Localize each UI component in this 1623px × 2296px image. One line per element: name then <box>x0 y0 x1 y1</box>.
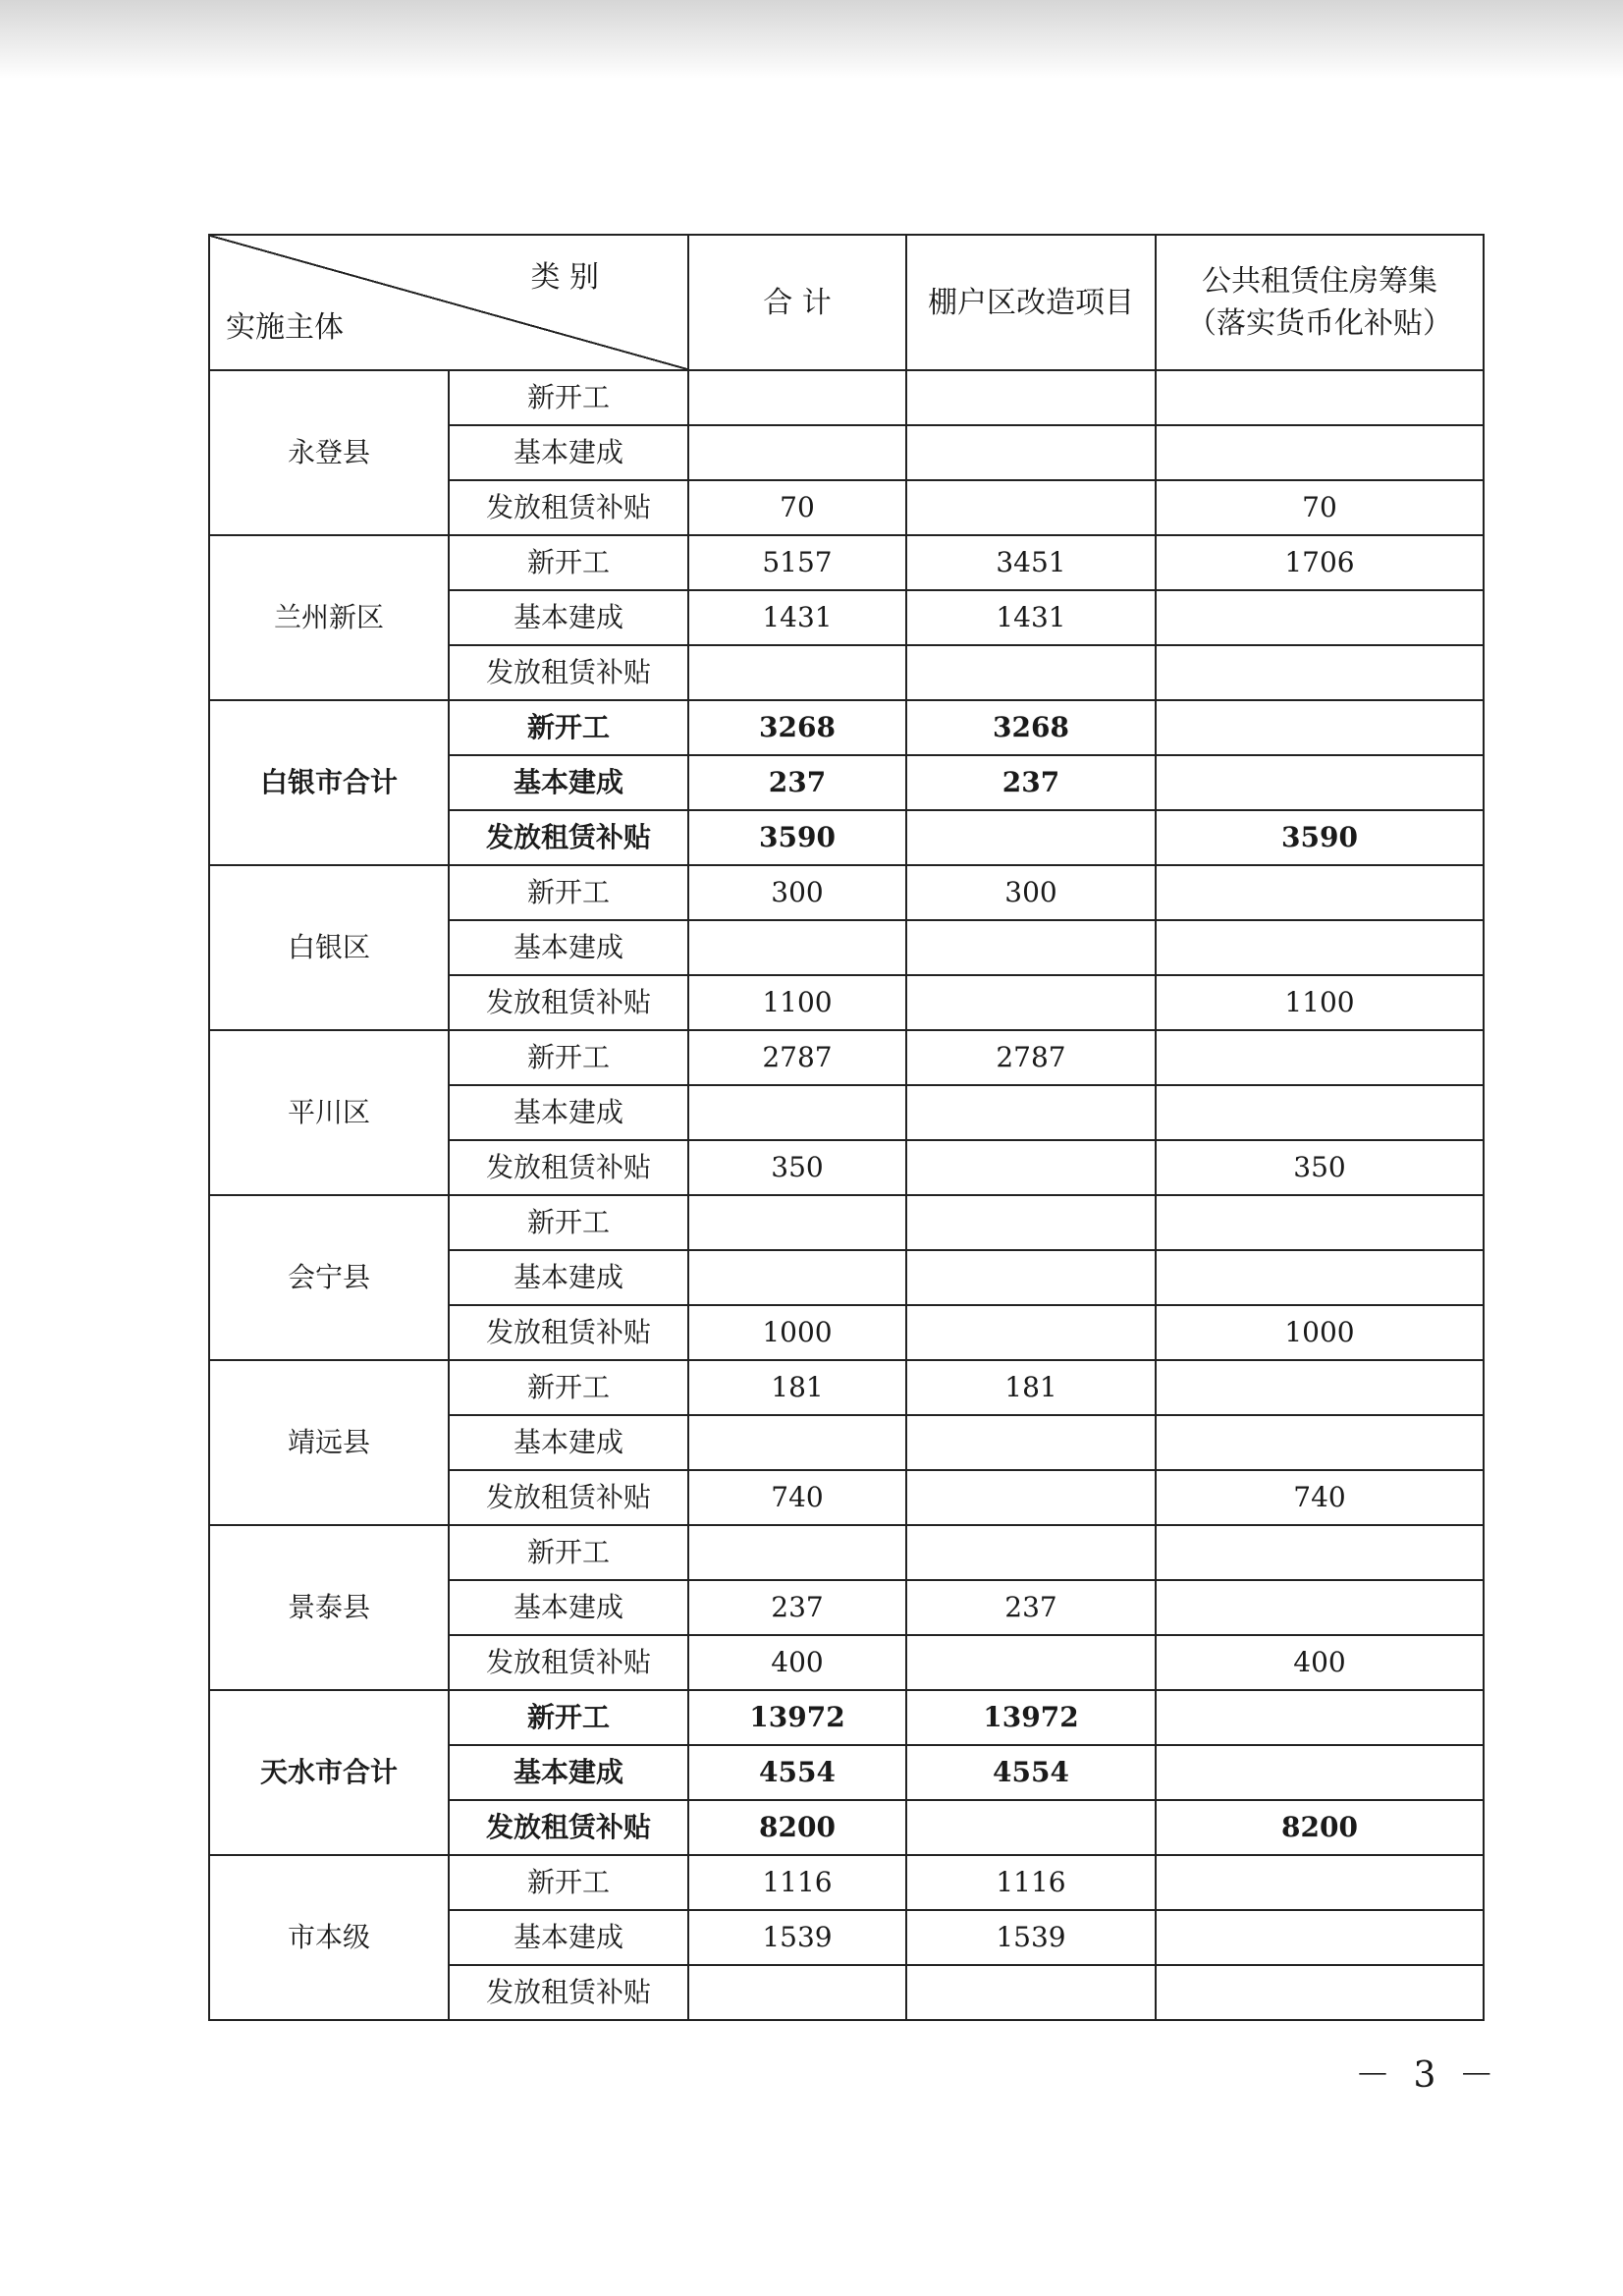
value-shantytown <box>906 1085 1156 1140</box>
implementing-entity: 白银市合计 <box>209 700 449 865</box>
implementing-entity: 市本级 <box>209 1855 449 2020</box>
value-total: 1000 <box>688 1305 906 1360</box>
value-shantytown: 2787 <box>906 1030 1156 1085</box>
item-type: 发放租赁补贴 <box>449 810 688 865</box>
value-shantytown <box>906 425 1156 480</box>
value-shantytown <box>906 1965 1156 2020</box>
value-public-rental: 3590 <box>1156 810 1484 865</box>
item-type: 基本建成 <box>449 590 688 645</box>
col-header-total: 合 计 <box>688 235 906 370</box>
value-public-rental <box>1156 865 1484 920</box>
value-shantytown <box>906 810 1156 865</box>
value-shantytown <box>906 920 1156 975</box>
value-total: 1539 <box>688 1910 906 1965</box>
value-shantytown <box>906 1250 1156 1305</box>
value-public-rental <box>1156 1085 1484 1140</box>
item-type: 发放租赁补贴 <box>449 1305 688 1360</box>
value-total <box>688 425 906 480</box>
value-shantytown <box>906 975 1156 1030</box>
value-total: 3268 <box>688 700 906 755</box>
value-total <box>688 1525 906 1580</box>
implementing-entity: 永登县 <box>209 370 449 535</box>
value-public-rental <box>1156 755 1484 810</box>
value-total <box>688 1195 906 1250</box>
value-shantytown: 1116 <box>906 1855 1156 1910</box>
implementing-entity: 天水市合计 <box>209 1690 449 1855</box>
value-shantytown: 13972 <box>906 1690 1156 1745</box>
item-type: 发放租赁补贴 <box>449 975 688 1030</box>
table-row <box>209 1525 1484 1580</box>
value-total: 70 <box>688 480 906 535</box>
item-type: 发放租赁补贴 <box>449 1140 688 1195</box>
value-total: 350 <box>688 1140 906 1195</box>
item-type: 新开工 <box>449 1855 688 1910</box>
page-number: － 3 － <box>1355 2055 1500 2096</box>
item-type: 基本建成 <box>449 755 688 810</box>
value-shantytown: 4554 <box>906 1745 1156 1800</box>
value-shantytown <box>906 480 1156 535</box>
value-total: 237 <box>688 755 906 810</box>
item-type: 新开工 <box>449 1195 688 1250</box>
value-public-rental: 70 <box>1156 480 1484 535</box>
value-public-rental <box>1156 1030 1484 1085</box>
item-type: 基本建成 <box>449 425 688 480</box>
value-shantytown: 1539 <box>906 1910 1156 1965</box>
value-total: 300 <box>688 865 906 920</box>
value-shantytown: 237 <box>906 1580 1156 1635</box>
diagonal-header-cell <box>209 235 688 370</box>
item-type: 新开工 <box>449 1690 688 1745</box>
table-row <box>209 535 1484 590</box>
table-row <box>209 1360 1484 1415</box>
value-public-rental <box>1156 1580 1484 1635</box>
value-shantytown: 237 <box>906 755 1156 810</box>
value-public-rental <box>1156 645 1484 700</box>
value-total: 8200 <box>688 1800 906 1855</box>
value-shantytown <box>906 1525 1156 1580</box>
value-total: 400 <box>688 1635 906 1690</box>
value-total <box>688 1965 906 2020</box>
item-type: 新开工 <box>449 1525 688 1580</box>
value-shantytown: 3268 <box>906 700 1156 755</box>
value-shantytown <box>906 1140 1156 1195</box>
value-shantytown <box>906 1800 1156 1855</box>
value-shantytown <box>906 1635 1156 1690</box>
item-type: 基本建成 <box>449 920 688 975</box>
value-total <box>688 1250 906 1305</box>
item-type: 发放租赁补贴 <box>449 1800 688 1855</box>
value-total <box>688 1085 906 1140</box>
value-public-rental <box>1156 1910 1484 1965</box>
item-type: 新开工 <box>449 535 688 590</box>
item-type: 基本建成 <box>449 1250 688 1305</box>
value-total: 13972 <box>688 1690 906 1745</box>
category-label: 类 别 <box>530 260 599 295</box>
value-public-rental <box>1156 1195 1484 1250</box>
value-total: 4554 <box>688 1745 906 1800</box>
value-public-rental <box>1156 920 1484 975</box>
item-type: 新开工 <box>449 370 688 425</box>
value-public-rental <box>1156 1745 1484 1800</box>
table-row <box>209 370 1484 425</box>
value-total: 1100 <box>688 975 906 1030</box>
value-shantytown <box>906 1195 1156 1250</box>
item-type: 基本建成 <box>449 1745 688 1800</box>
implementing-entity: 景泰县 <box>209 1525 449 1690</box>
item-type: 基本建成 <box>449 1580 688 1635</box>
value-public-rental <box>1156 1415 1484 1470</box>
value-total: 740 <box>688 1470 906 1525</box>
value-total: 237 <box>688 1580 906 1635</box>
table-row <box>209 1690 1484 1745</box>
scan-top-shadow <box>0 0 1623 79</box>
item-type: 基本建成 <box>449 1415 688 1470</box>
value-shantytown: 300 <box>906 865 1156 920</box>
item-type: 新开工 <box>449 1360 688 1415</box>
value-total <box>688 645 906 700</box>
item-type: 发放租赁补贴 <box>449 1635 688 1690</box>
value-public-rental: 400 <box>1156 1635 1484 1690</box>
value-shantytown <box>906 1305 1156 1360</box>
value-public-rental: 350 <box>1156 1140 1484 1195</box>
item-type: 新开工 <box>449 865 688 920</box>
value-public-rental: 1706 <box>1156 535 1484 590</box>
value-public-rental: 1000 <box>1156 1305 1484 1360</box>
item-type: 发放租赁补贴 <box>449 1470 688 1525</box>
table-row <box>209 700 1484 755</box>
value-total: 5157 <box>688 535 906 590</box>
item-type: 新开工 <box>449 700 688 755</box>
value-public-rental <box>1156 425 1484 480</box>
value-public-rental <box>1156 1250 1484 1305</box>
value-total <box>688 370 906 425</box>
value-total: 2787 <box>688 1030 906 1085</box>
table-row <box>209 1855 1484 1910</box>
value-total: 1431 <box>688 590 906 645</box>
value-public-rental: 740 <box>1156 1470 1484 1525</box>
item-type: 基本建成 <box>449 1910 688 1965</box>
value-public-rental: 1100 <box>1156 975 1484 1030</box>
value-public-rental <box>1156 1360 1484 1415</box>
value-total <box>688 920 906 975</box>
item-type: 新开工 <box>449 1030 688 1085</box>
value-public-rental: 8200 <box>1156 1800 1484 1855</box>
value-public-rental <box>1156 1965 1484 2020</box>
implementing-entity: 白银区 <box>209 865 449 1030</box>
implementing-entity: 平川区 <box>209 1030 449 1195</box>
value-total <box>688 1415 906 1470</box>
col-header-public-rental: 公共租赁住房筹集（落实货币化补贴） <box>1156 235 1484 370</box>
item-type: 发放租赁补贴 <box>449 645 688 700</box>
item-type: 基本建成 <box>449 1085 688 1140</box>
implementing-entity: 兰州新区 <box>209 535 449 700</box>
value-public-rental <box>1156 370 1484 425</box>
value-public-rental <box>1156 1855 1484 1910</box>
value-shantytown: 1431 <box>906 590 1156 645</box>
subject-label: 实施主体 <box>226 310 344 345</box>
item-type: 发放租赁补贴 <box>449 1965 688 2020</box>
implementing-entity: 会宁县 <box>209 1195 449 1360</box>
value-public-rental <box>1156 700 1484 755</box>
value-total: 181 <box>688 1360 906 1415</box>
item-type: 发放租赁补贴 <box>449 480 688 535</box>
table-row <box>209 1195 1484 1250</box>
table-header-row <box>209 235 1484 370</box>
value-public-rental <box>1156 590 1484 645</box>
value-shantytown: 181 <box>906 1360 1156 1415</box>
value-public-rental <box>1156 1690 1484 1745</box>
implementing-entity: 靖远县 <box>209 1360 449 1525</box>
housing-project-table <box>208 234 1485 2021</box>
value-total: 3590 <box>688 810 906 865</box>
value-shantytown <box>906 1415 1156 1470</box>
value-shantytown <box>906 1470 1156 1525</box>
table-row <box>209 1030 1484 1085</box>
table-row <box>209 865 1484 920</box>
value-shantytown: 3451 <box>906 535 1156 590</box>
value-shantytown <box>906 645 1156 700</box>
col-header-shantytown: 棚户区改造项目 <box>906 235 1156 370</box>
value-public-rental <box>1156 1525 1484 1580</box>
value-total: 1116 <box>688 1855 906 1910</box>
value-shantytown <box>906 370 1156 425</box>
